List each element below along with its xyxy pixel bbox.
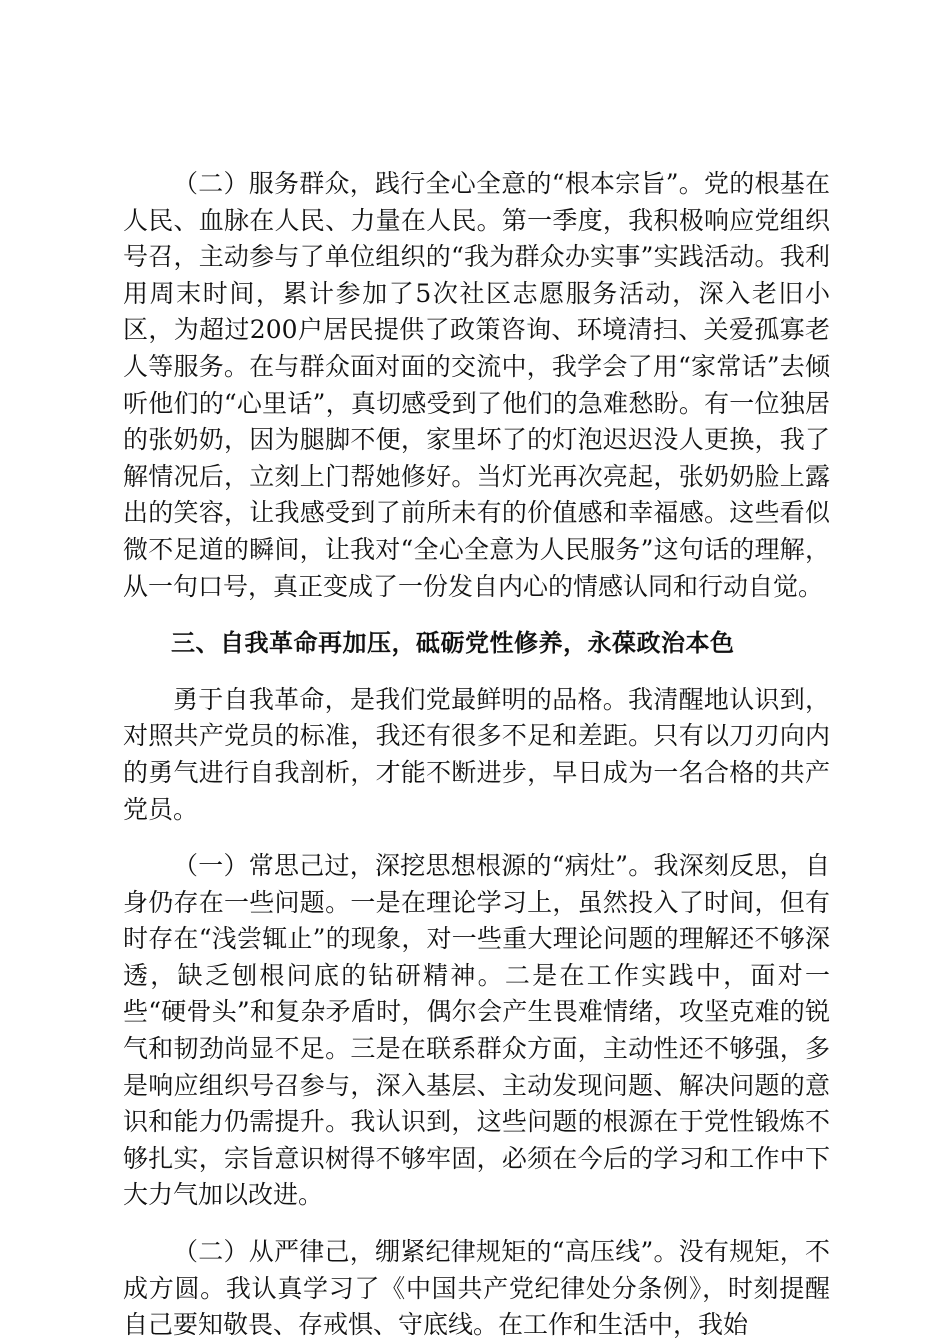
document-body xyxy=(123,166,830,1344)
paragraph-self-revolution-intro: 勇于自我革命，是我们党最鲜明的品格。我清醒地认识到，对照共产党员的标准，我还有很多不足和差距。只有以刀刃向内的勇气进行自我剖析，才能不断进步，早日成为一名合格的共产党员。 xyxy=(123,684,830,824)
paragraph-spacer xyxy=(123,828,830,848)
paragraph-spacer xyxy=(123,1214,830,1234)
paragraph-self-reflection: （一）常思己过，深挖思想根源的“病灶”。我深刻反思，自身仍存在一些问题。一是在理论学习上，虽然投入了时间，但有时存在“浅尝辄止”的现象，对一些重大理论问题的理解还不够深透，缺乏刨根问底的钻研精神。二是在工作实践中，面对一些“硬骨头”和复杂矛盾时，偶尔会产生畏难情绪，攻坚克难的锐气和韧劲尚显不足。三是在联系群众方面，主动性还不够强，多是响应组织号召参与，深入基层、主动发现问题、解决问题的意识和能力仍需提升。我认识到，这些问题的根源在于党性锻炼不够扎实，宗旨意识树得不够牢固，必须在今后的学习和工作中下大力气加以改进。 xyxy=(123,851,830,1210)
paragraph-discipline: （二）从严律己，绷紧纪律规矩的“高压线”。没有规矩，不成方圆。我认真学习了《中国共产党纪律处分条例》，时刻提醒自己要知敬畏、存戒惧、守底线。在工作和生活中，我始 xyxy=(123,1237,830,1340)
section-heading-self-revolution: 三、自我革命再加压，砥砺党性修养，永葆政治本色 xyxy=(171,629,735,658)
paragraph-spacer xyxy=(123,605,830,625)
paragraph-spacer xyxy=(123,662,830,682)
paragraph-serve-masses: （二）服务群众，践行全心全意的“根本宗旨”。党的根基在人民、血脉在人民、力量在人民。第一季度，我积极响应党组织号召，主动参与了单位组织的“我为群众办实事”实践活动。我利用周末时间，累计参加了5次社区志愿服务活动，深入老旧小区，为超过200户居民提供了政策咨询、环境清扫、关爱孤寡老人等服务。在与群众面对面的交流中，我学会了用“家常话”去倾听他们的“心里话”，真切感受到了他们的急难愁盼。有一位独居的张奶奶，因为腿脚不便，家里坏了的灯泡迟迟没人更换，我了解情况后，立刻上门帮她修好。当灯光再次亮起，张奶奶脸上露出的笑容，让我感受到了前所未有的价值感和幸福感。这些看似微不足道的瞬间，让我对“全心全意为人民服务”这句话的理解，从一句口号，真正变成了一份发自内心的情感认同和行动自觉。 xyxy=(123,169,830,601)
